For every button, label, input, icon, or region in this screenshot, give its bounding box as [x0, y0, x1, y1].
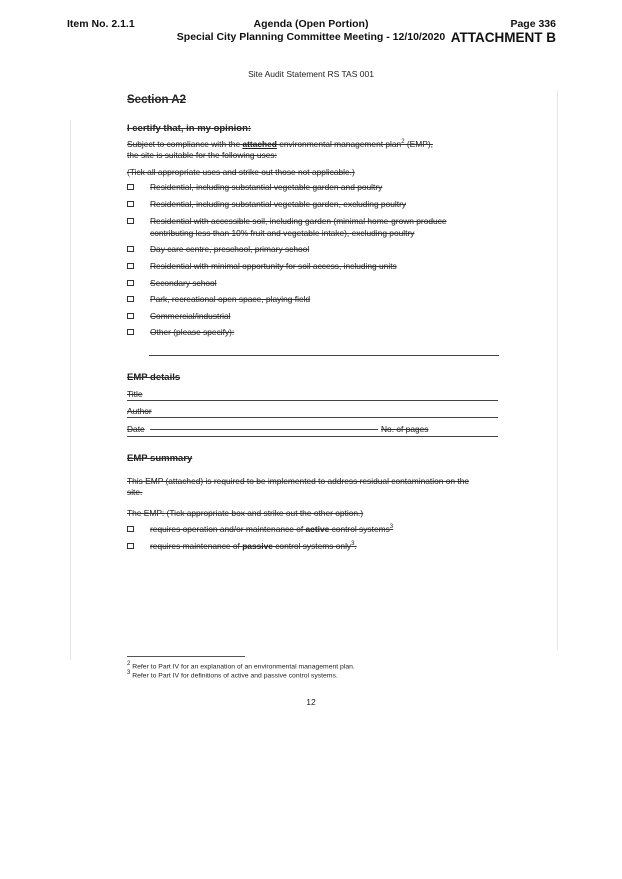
summary-line-1: This EMP (attached) is required to be implemented to address residual contamination on the [127, 476, 470, 486]
subject-line: Subject to compliance with the attached environmental management plan$^2$ (EMP), [127, 139, 433, 149]
option-passive: requires maintenance of passive control systems only$^3$. [150, 541, 357, 551]
use-item-continued: contributing less than 10% fruit and vegetable intake), excluding poultry [150, 228, 415, 238]
author-field-line[interactable] [127, 417, 498, 418]
option-active: requires operation and/or maintenance of active control systems$^3$ [150, 524, 394, 534]
checkbox-use-2[interactable] [127, 201, 134, 207]
checkbox-use-4[interactable] [127, 246, 134, 252]
checkbox-use-3[interactable] [127, 218, 134, 224]
emp-details-heading: EMP details [127, 372, 181, 383]
use-item: Residential, including substantial vegetable garden, excluding poultry [150, 199, 407, 209]
summary-line-2: site. [127, 487, 143, 497]
scan-edge-left [70, 120, 71, 660]
item-number: Item No. 2.1.1 [67, 18, 135, 30]
tick-note: (Tick all appropriate uses and strike out those not applicable.) [127, 167, 355, 177]
section-title: Section A2 [127, 94, 187, 106]
checkbox-active[interactable] [127, 526, 134, 532]
checkbox-use-7[interactable] [127, 296, 134, 302]
agenda-title: Agenda (Open Portion) [253, 18, 369, 30]
use-item: Secondary school [150, 278, 217, 288]
use-item: Day care centre, preschool, primary school [150, 244, 310, 254]
certify-heading: I certify that, in my opinion: [127, 123, 252, 134]
statement-id: Site Audit Statement RS TAS 001 [248, 69, 374, 79]
footnote-2: $^2$ Refer to Part IV for an explanation of an environmental management plan. [127, 661, 355, 671]
attached-word: attached [242, 139, 277, 149]
meeting-title: Special City Planning Committee Meeting - 12/10/2020 [176, 31, 446, 43]
use-item: Commercial/industrial [150, 311, 231, 321]
use-item: Residential with accessible soil, including garden (minimal home-grown produce [150, 216, 447, 226]
footnote-3: $^3$ Refer to Part IV for definitions of active and passive control systems. [127, 670, 338, 680]
pages-label: No. of pages [381, 424, 429, 434]
attachment-label: ATTACHMENT B [450, 30, 556, 45]
emp-summary-heading: EMP summary [127, 453, 193, 464]
title-label: Title [127, 389, 143, 399]
page-label: Page 336 [510, 18, 556, 30]
use-item: Residential, including substantial vegetable garden and poultry [150, 182, 383, 192]
author-label: Author [127, 406, 152, 416]
date-label: Date [127, 424, 145, 434]
checkbox-use-5[interactable] [127, 263, 134, 269]
subject-line-2: the site is suitable for the following uses: [127, 150, 277, 160]
checkbox-use-6[interactable] [127, 280, 134, 286]
use-item: Residential with minimal opportunity for soil access, including units [150, 261, 397, 271]
use-item: Park, recreational open space, playing field [150, 294, 311, 304]
footnote-separator [127, 656, 245, 657]
use-item: Other (please specify): [150, 327, 235, 337]
scan-edge-right [557, 90, 558, 650]
checkbox-use-1[interactable] [127, 184, 134, 190]
checkbox-use-8[interactable] [127, 313, 134, 319]
other-specify-line[interactable] [149, 355, 499, 356]
page-number: 12 [306, 697, 316, 707]
checkbox-use-9[interactable] [127, 329, 134, 335]
title-field-line[interactable] [127, 400, 498, 401]
date-strike-line [150, 429, 378, 430]
date-field-line[interactable] [127, 436, 498, 437]
checkbox-passive[interactable] [127, 543, 134, 549]
emp-tick-instruction: The EMP: (Tick appropriate box and strike out the other option.) [127, 508, 364, 518]
